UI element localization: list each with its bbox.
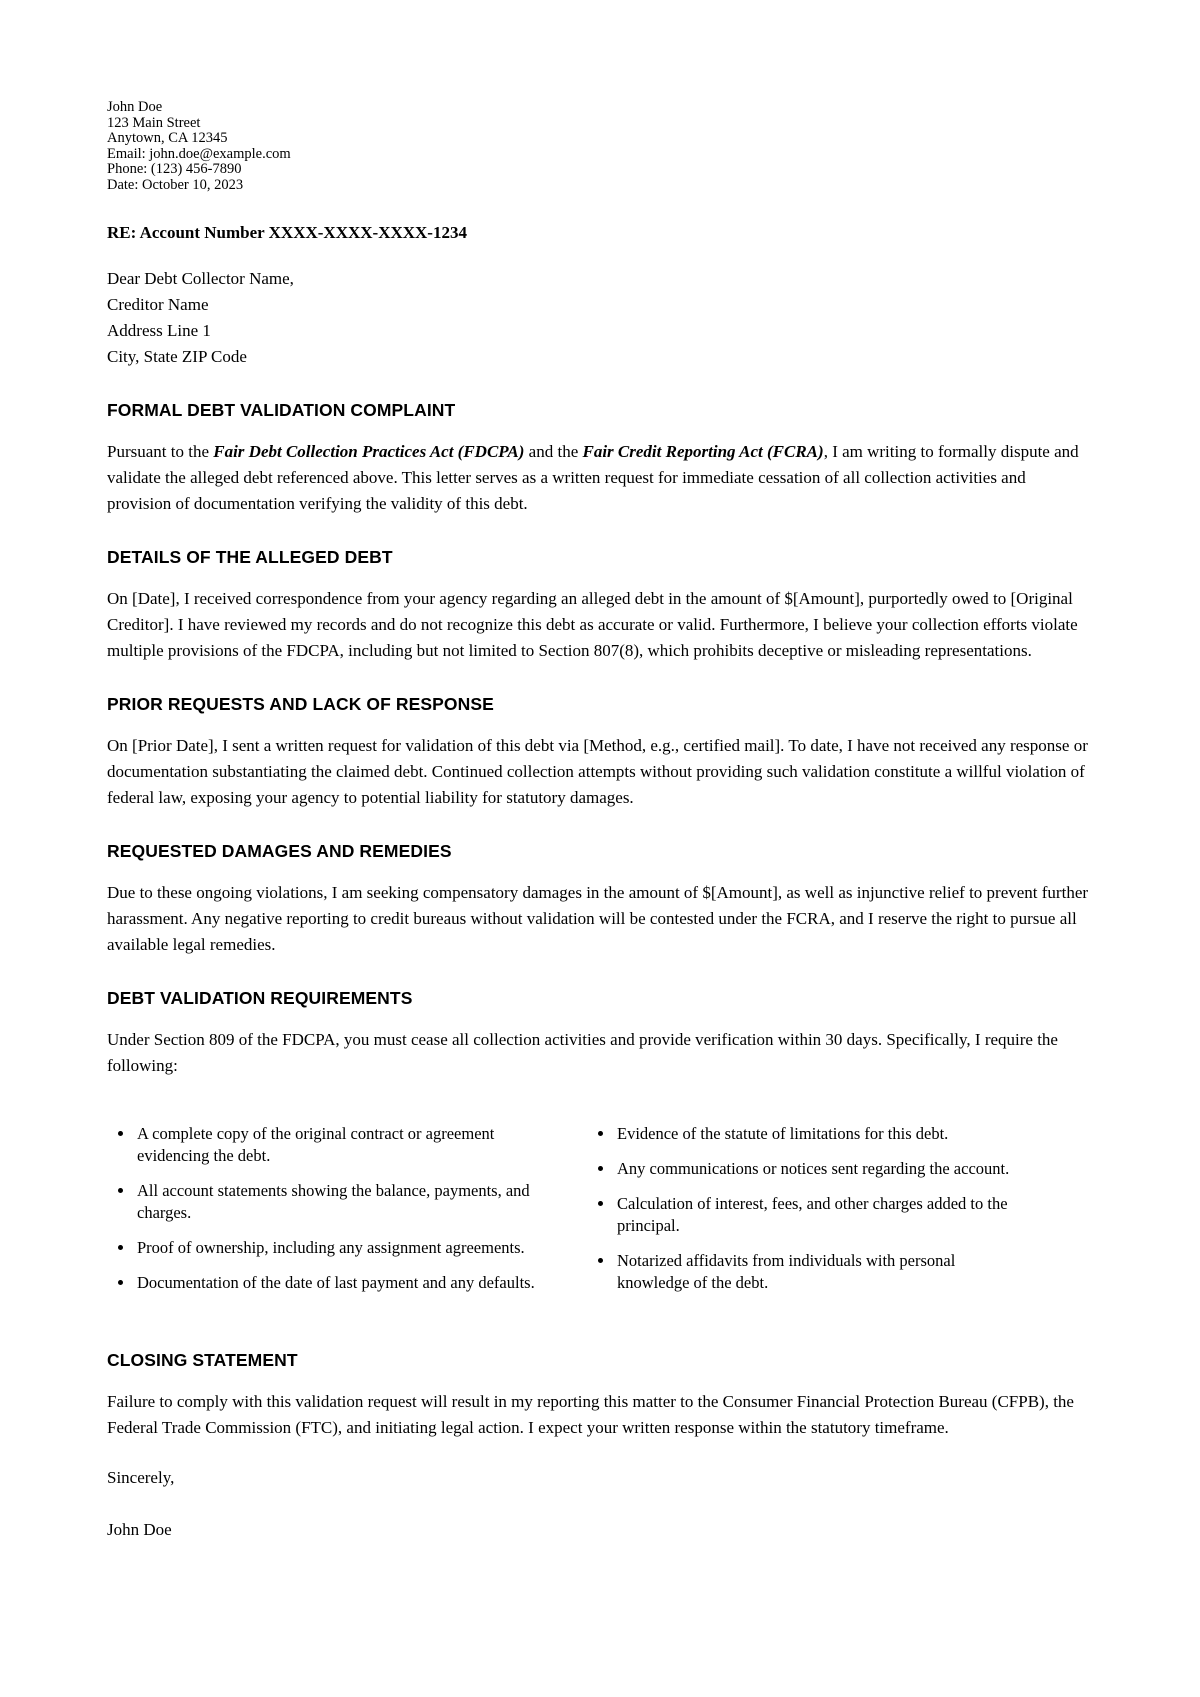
signoff-salutation: Sincerely, xyxy=(107,1468,175,1487)
paragraph-intro xyxy=(107,439,1093,517)
intro-text-between: and the xyxy=(524,442,583,461)
list-item: • Documentation of the date of last payment and any defaults. xyxy=(135,1272,539,1294)
fcra-act-reference: Fair Credit Reporting Act (FCRA) xyxy=(582,442,824,461)
recipient-city: City, State ZIP Code xyxy=(107,347,247,366)
list-item: • Notarized affidavits from individuals with personal knowledge of the debt. xyxy=(615,1250,1019,1294)
recipient-block xyxy=(107,266,1093,370)
recipient-address: Address Line 1 xyxy=(107,321,211,340)
intro-text-post: , I am writing to formally dispute and validate the alleged debt referenced above. This letter serves as a written request for immediate cessation of all collection activities and provision of documentation verifying the validity of this debt. xyxy=(107,442,1079,513)
list-item: • Proof of ownership, including any assignment agreements. xyxy=(135,1237,539,1259)
paragraph-prior-requests: On [Prior Date], I sent a written request for validation of this debt via [Method, e.g., certified mail]. To date, I have not received any response or documentation substantiating the claimed debt. Continued collection attempts without providing such validation constitute a willful violation of federal law, exposing your agency to potential liability for statutory damages. xyxy=(107,736,1088,807)
heading-prior-requests: PRIOR REQUESTS AND LACK OF RESPONSE xyxy=(107,694,494,714)
recipient-creditor: Creditor Name xyxy=(107,295,209,314)
heading-requirements: DEBT VALIDATION REQUIREMENTS xyxy=(107,988,413,1008)
requirements-list-left-column xyxy=(107,1123,539,1294)
sender-street: 123 Main Street xyxy=(107,114,201,131)
sender-block xyxy=(107,100,1093,193)
paragraph-details: On [Date], I received correspondence from your agency regarding an alleged debt in the amount of $[Amount], purportedly owed to [Original Creditor]. I have reviewed my records and do not recognize this debt as accurate or valid. Furthermore, I believe your collection efforts violate multiple provisions of the FDCPA, including but not limited to Section 807(8), which prohibits deceptive or misleading representations. xyxy=(107,589,1078,660)
list-item: • Any communications or notices sent regarding the account. xyxy=(615,1158,1019,1180)
heading-details: DETAILS OF THE ALLEGED DEBT xyxy=(107,547,393,567)
heading-formal-complaint: FORMAL DEBT VALIDATION COMPLAINT xyxy=(107,400,456,420)
paragraph-damages: Due to these ongoing violations, I am seeking compensatory damages in the amount of $[Amount], as well as injunctive relief to prevent further harassment. Any negative reporting to credit bureaus without validation will be contested under the FCRA, and I reserve the right to pursue all available legal remedies. xyxy=(107,883,1089,954)
heading-damages: REQUESTED DAMAGES AND REMEDIES xyxy=(107,841,452,861)
list-item: • Evidence of the statute of limitations for this debt. xyxy=(615,1123,1019,1145)
list-item: • A complete copy of the original contract or agreement evidencing the debt. xyxy=(135,1123,539,1167)
requirements-list xyxy=(107,1123,1019,1294)
salutation-line: Dear Debt Collector Name, xyxy=(107,269,294,288)
paragraph-requirements: Under Section 809 of the FDCPA, you must cease all collection activities and provide verification within 30 days. Specifically, I require the following: xyxy=(107,1030,1058,1075)
list-item: • Calculation of interest, fees, and other charges added to the principal. xyxy=(615,1193,1019,1237)
signature-name: John Doe xyxy=(107,1520,172,1539)
paragraph-closing: Failure to comply with this validation request will result in my reporting this matter to the Consumer Financial Protection Bureau (CFPB), the Federal Trade Commission (FTC), and initiating legal action. I expect your written response within the statutory timeframe. xyxy=(107,1392,1074,1437)
fdcpa-act-reference: Fair Debt Collection Practices Act (FDCPA) xyxy=(213,442,525,461)
list-item: • All account statements showing the balance, payments, and charges. xyxy=(135,1180,539,1224)
intro-text-pre: Pursuant to the xyxy=(107,442,214,461)
sender-name: John Doe xyxy=(107,99,163,115)
letter-date: Date: October 10, 2023 xyxy=(107,176,244,193)
sender-email: Email: john.doe@example.com xyxy=(107,145,291,162)
heading-closing: CLOSING STATEMENT xyxy=(107,1350,298,1370)
sender-phone: Phone: (123) 456-7890 xyxy=(107,161,242,177)
sender-city: Anytown, CA 12345 xyxy=(107,130,228,146)
requirements-list-right-column xyxy=(587,1123,1019,1294)
subject-line: RE: Account Number XXXX-XXXX-XXXX-1234 xyxy=(107,223,467,242)
